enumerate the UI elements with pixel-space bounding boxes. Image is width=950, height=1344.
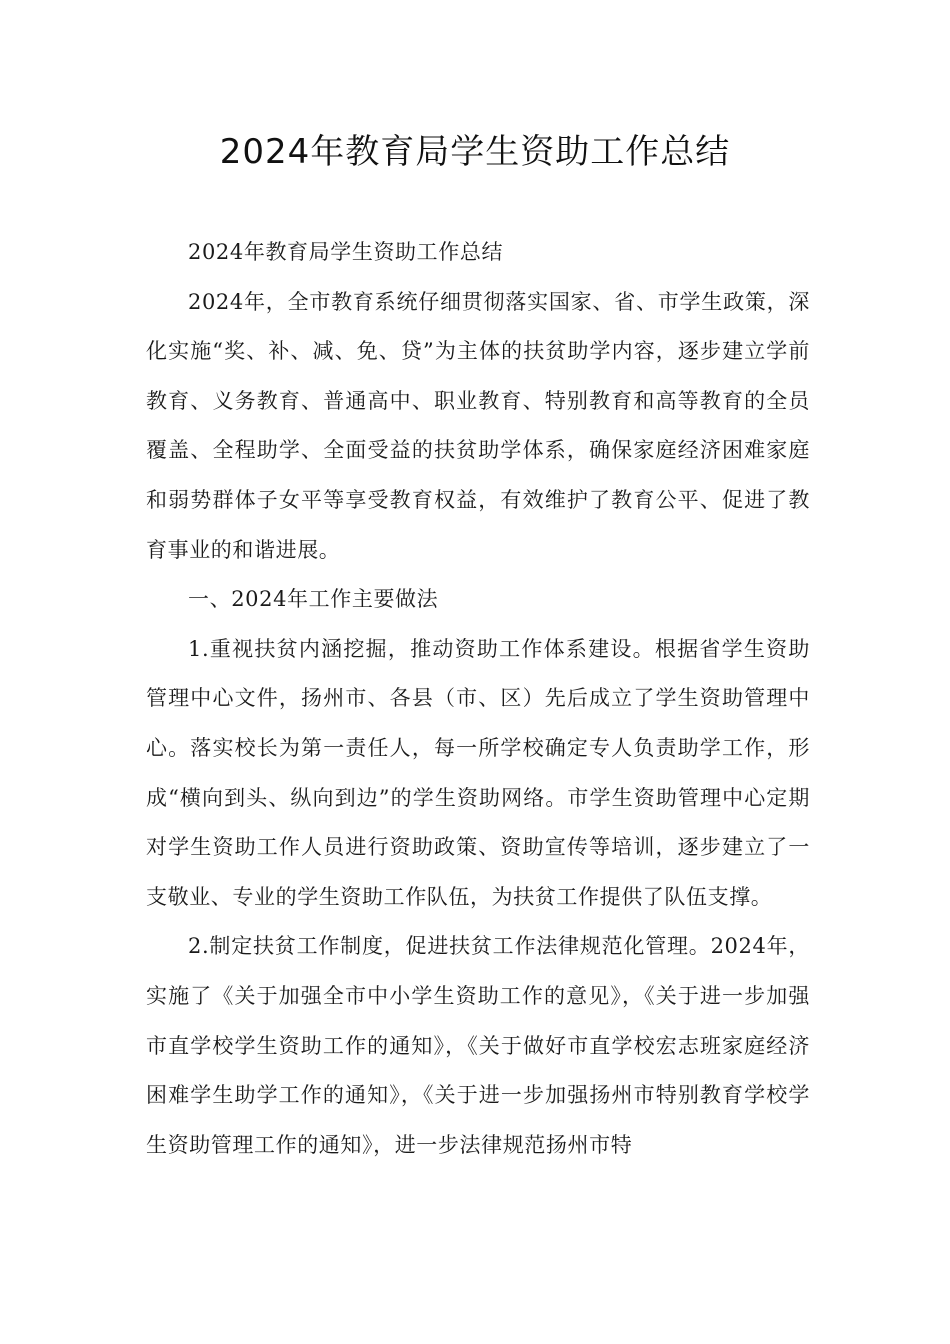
intro-paragraph: 2024年，全市教育系统仔细贯彻落实国家、省、市学生政策，深化实施“奖、补、减、免、贷”为主体的扶贫助学内容，逐步建立学前教育、义务教育、普通高中、职业教育、特别教育和高等教育的全员覆盖、全程助学、全面受益的扶贫助学体系，确保家庭经济困难家庭和弱势群体子女平等享受教育权益，有效维护了教育公平、促进了教育事业的和谐进展。 [146, 289, 810, 562]
item-paragraph-2: 2.制定扶贫工作制度，促进扶贫工作法律规范化管理。2024年，实施了《关于加强全市中小学生资助工作的意见》，《关于进一步加强市直学校学生资助工作的通知》，《关于做好市直学校宏志班家庭经济困难学生助学工作的通知》，《关于进一步加强扬州市特别教育学校学生资助管理工作的通知》，进一步法律规范扬州市特 [146, 934, 810, 1157]
document-body [146, 228, 810, 1170]
item-paragraph-1: 1.重视扶贫内涵挖掘，推动资助工作体系建设。根据省学生资助管理中心文件，扬州市、各县（市、区）先后成立了学生资助管理中心。落实校长为第一责任人，每一所学校确定专人负责助学工作，形成“横向到头、纵向到边”的学生资助网络。市学生资助管理中心定期对学生资助工作人员进行资助政策、资助宣传等培训，逐步建立了一支敬业、专业的学生资助工作队伍，为扶贫工作提供了队伍支撑。 [146, 636, 810, 909]
section-heading: 一、2024年工作主要做法 [188, 587, 439, 612]
document-title: 2024年教育局学生资助工作总结 [219, 132, 731, 172]
subtitle-paragraph: 2024年教育局学生资助工作总结 [188, 240, 504, 264]
